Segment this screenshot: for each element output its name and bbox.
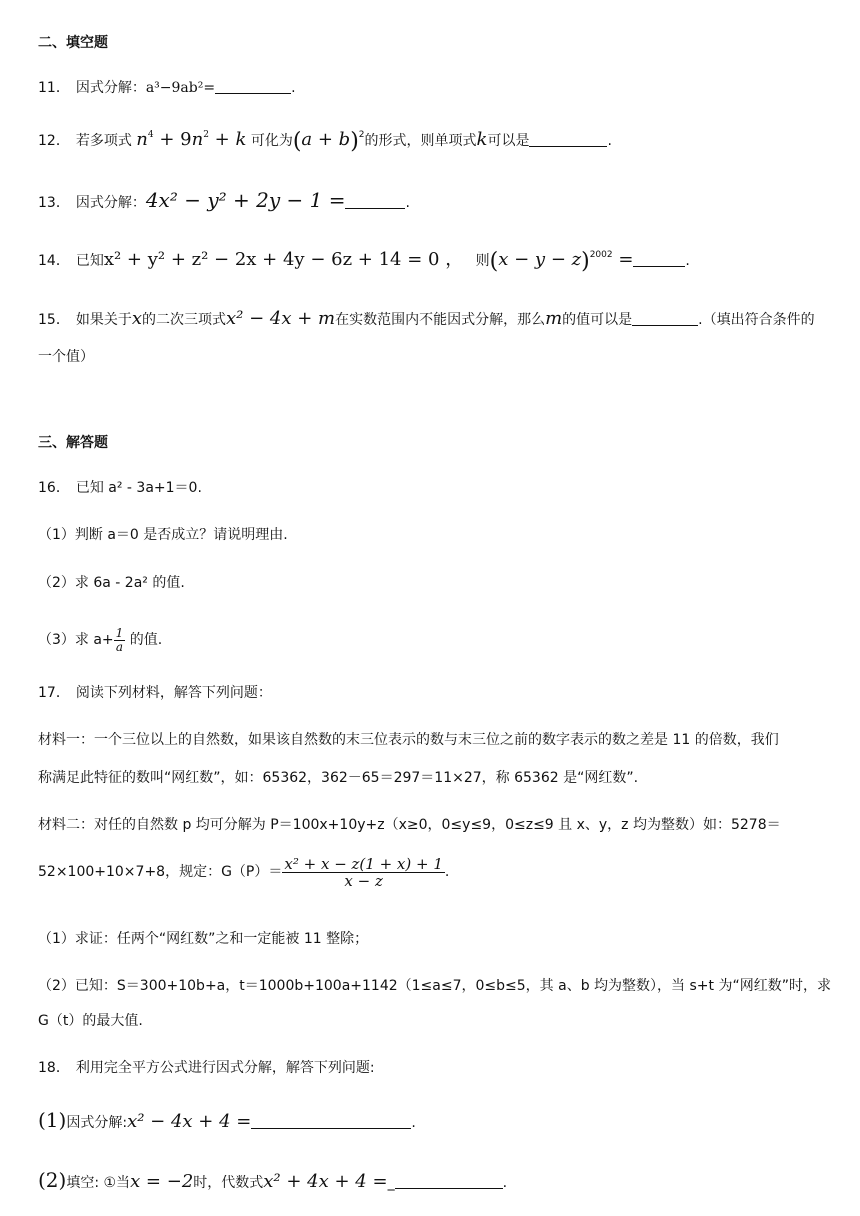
question-text: 的二次三项式: [141, 312, 226, 328]
fraction: $\frac{1}{a}$: [115, 625, 124, 654]
exponent: 2002: [589, 250, 613, 260]
question-number: 13．: [38, 195, 70, 211]
answer-blank[interactable]: [345, 194, 405, 209]
question-number: 11．: [38, 80, 70, 96]
equals-sign: =: [612, 249, 634, 270]
question-text: .（填出符合条件的: [698, 312, 815, 328]
part-label: (1): [38, 1108, 67, 1132]
question-17-part-2-line-1: （2）已知：S＝300+10b+a，t＝1000b+100a+1142（1≤a≤7，0≤b≤5，其 a、b 均为整数），当 s+t 为“网红数”时，求: [38, 978, 831, 994]
answer-blank[interactable]: [529, 132, 607, 147]
question-16-part-3: （3）求 a+ $\frac{1}{a}$ 的值.: [38, 625, 163, 654]
section-title-answer: 三、解答题: [38, 435, 108, 451]
question-text: 阅读下列材料，解答下列问题：: [75, 685, 272, 701]
answer-blank[interactable]: [632, 311, 698, 326]
period: .: [607, 133, 612, 149]
math-expression: x² − 4x + m: [225, 308, 336, 329]
math-expression: x² + 4x + 4 =: [263, 1171, 388, 1192]
question-18-part-1: (1)因式分解:x² − 4x + 4 = .: [38, 1108, 416, 1132]
part-label: (2): [38, 1168, 67, 1192]
material-2-line-1: 材料二：对任的自然数 p 均可分解为 P＝100x+10y+z（x≥0，0≤y≤9，0≤z≤9 且 x、y，z 均为整数）如：5278＝: [38, 817, 781, 833]
math-expression: a³−9ab²=: [145, 80, 216, 96]
question-16-part-2: （2）求 6a - 2a² 的值.: [38, 575, 185, 591]
math-expression: x² − 4x + 4 =: [127, 1111, 252, 1132]
question-17-part-1: （1）求证：任两个“网红数”之和一定能被 11 整除；: [38, 931, 369, 947]
question-number: 12．: [38, 133, 70, 149]
question-text: 可以是: [487, 133, 530, 149]
math-variable: x: [131, 308, 142, 329]
answer-blank[interactable]: [395, 1174, 503, 1189]
math-expression: x = −2: [130, 1171, 194, 1192]
math-variable: m: [545, 308, 563, 329]
question-number: 17．: [38, 685, 70, 701]
question-text: 已知: [75, 253, 104, 269]
math-expression: $n^4 + 9n^2 + k$: [136, 129, 247, 150]
answer-blank[interactable]: [215, 79, 291, 94]
answer-blank[interactable]: [251, 1114, 411, 1129]
period: .: [291, 80, 296, 96]
material-1-line-2: 称满足此特征的数叫“网红数”，如：65362，362－65＝297＝11×27，称 65362 是“网红数”.: [38, 770, 639, 786]
question-number: 15．: [38, 312, 70, 328]
question-text: 在实数范围内不能因式分解，那么: [335, 312, 546, 328]
question-16-part-1: （1）判断 a＝0 是否成立？请说明理由.: [38, 527, 288, 543]
question-text: 利用完全平方公式进行因式分解，解答下列问题:: [75, 1060, 375, 1076]
question-text: 可化为: [250, 133, 293, 149]
question-18: [38, 1058, 375, 1078]
question-text: 已知 a² - 3a+1＝0.: [75, 480, 202, 496]
math-expression: x² + y² + z² − 2x + 4y − 6z + 14 = 0 ，: [103, 249, 464, 270]
question-number: 18．: [38, 1060, 70, 1076]
material-1-line-1: 材料一：一个三位以上的自然数，如果该自然数的末三位表示的数与末三位之前的数字表示的数之差是 11 的倍数，我们: [38, 732, 779, 748]
math-expression: 4x² − y² + 2y − 1 =: [145, 188, 346, 212]
question-text: 则: [475, 253, 490, 269]
question-text: 的形式，则单项式: [364, 133, 477, 149]
question-text: 因式分解：: [75, 80, 146, 96]
question-12: 12． 若多项式 $n^4 + 9n^2 + k$ 可化为$(a + b)^2$的形式，则单项式k可以是 .: [38, 129, 612, 154]
question-17: [38, 683, 272, 703]
section-title-fill-in: 二、填空题: [38, 35, 108, 51]
question-18-part-2: (2)填空: ①当x = −2时，代数式x² + 4x + 4 =_ .: [38, 1168, 508, 1192]
fraction-G: $\frac{\text{x² + x − z(1 + x) + 1}}{x - z}$: [284, 854, 443, 890]
math-variable: k: [476, 129, 488, 150]
question-number: 16．: [38, 480, 70, 496]
question-14: 14． 已知x² + y² + z² − 2x + 4y − 6z + 14 = 0 ， 则$(x - y - z)^{2002}$ = .: [38, 249, 690, 274]
question-text: 如果关于: [75, 312, 132, 328]
question-15-continued: 一个值）: [38, 349, 94, 365]
question-text: 若多项式: [75, 133, 132, 149]
question-number: 14．: [38, 253, 70, 269]
question-16: [38, 478, 202, 498]
question-11: [38, 78, 296, 98]
question-17-part-2-line-2: G（t）的最大值.: [38, 1013, 143, 1029]
question-15: [38, 309, 815, 330]
question-text: 的值可以是: [562, 312, 633, 328]
answer-blank[interactable]: [633, 252, 685, 267]
math-expression: a + b: [301, 129, 351, 150]
period: .: [685, 253, 690, 269]
question-text: 因式分解：: [75, 195, 146, 211]
period: .: [405, 195, 410, 211]
math-expression: x − y − z: [498, 249, 582, 270]
material-2-line-2: 52×100+10×7+8，规定：G（P）＝ $\frac{\text{x² + x − z(1 + x) + 1}}{x - z}$ .: [38, 854, 450, 890]
question-13: [38, 190, 410, 213]
